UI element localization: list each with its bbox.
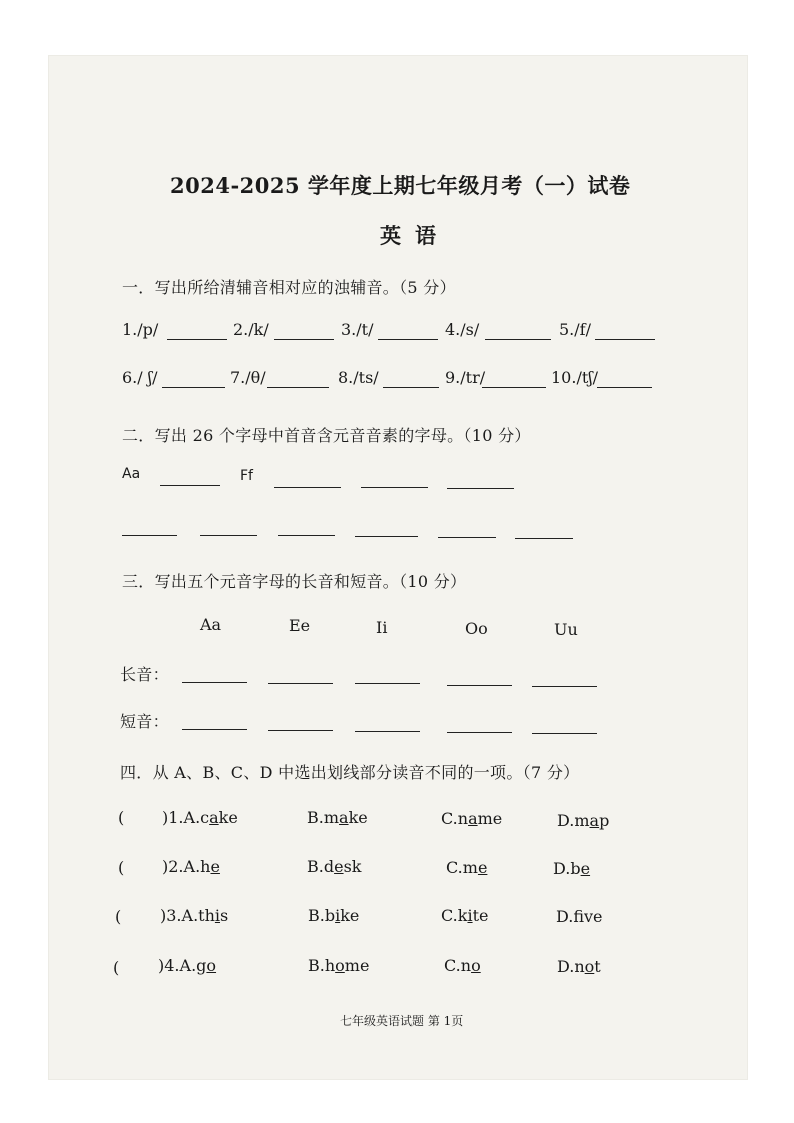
answer-blank[interactable]	[274, 339, 334, 340]
answer-blank[interactable]	[482, 387, 546, 388]
answer-blank[interactable]	[267, 387, 329, 388]
answer-blank[interactable]	[532, 733, 597, 734]
exam-paper	[48, 55, 748, 1080]
section2-heading: 二．写出 26 个字母中首音含元音音素的字母。（10 分）	[122, 426, 531, 445]
answer-blank[interactable]	[355, 536, 418, 537]
item-label: 10./tʃ/	[551, 368, 598, 387]
answer-blank[interactable]	[447, 488, 514, 489]
letter-ff: Ff	[240, 468, 253, 484]
answer-blank[interactable]	[162, 387, 225, 388]
answer-blank[interactable]	[597, 387, 652, 388]
item-label: 4./s/	[445, 320, 480, 339]
option-b: B.home	[308, 956, 370, 975]
answer-blank[interactable]	[378, 339, 438, 340]
answer-blank[interactable]	[447, 685, 512, 686]
section4-heading: 四．从 A、B、C、D 中选出划线部分读音不同的一项。（7 分）	[120, 763, 580, 782]
answer-blank[interactable]	[268, 683, 333, 684]
answer-blank[interactable]	[438, 537, 496, 538]
answer-blank[interactable]	[515, 538, 573, 539]
answer-blank[interactable]	[268, 730, 333, 731]
answer-blank[interactable]	[355, 683, 420, 684]
option-b: B.bike	[308, 906, 360, 925]
option-d: D.be	[553, 859, 591, 878]
vowel-letter: Ee	[289, 616, 311, 635]
option-d: D.not	[557, 957, 601, 976]
option-a: )3.A.this	[160, 906, 229, 925]
option-b: B.desk	[307, 857, 362, 876]
answer-blank[interactable]	[167, 339, 227, 340]
item-label: 8./ts/	[338, 368, 379, 387]
item-label: 6./ ʃ/	[122, 368, 158, 387]
vowel-letter: Uu	[554, 620, 578, 639]
answer-bracket[interactable]: (	[118, 858, 125, 877]
option-d: D.map	[557, 811, 610, 830]
answer-bracket[interactable]: (	[118, 808, 125, 827]
answer-blank[interactable]	[355, 731, 420, 732]
section1-heading: 一．写出所给清辅音相对应的浊辅音。（5 分）	[122, 278, 456, 297]
answer-bracket[interactable]: (	[113, 958, 120, 977]
answer-blank[interactable]	[200, 535, 257, 536]
option-c: C.me	[446, 858, 488, 877]
option-c: C.no	[444, 956, 481, 975]
long-sound-label: 长音：	[120, 665, 169, 684]
short-sound-label: 短音：	[120, 712, 169, 731]
answer-blank[interactable]	[182, 682, 247, 683]
answer-blank[interactable]	[595, 339, 655, 340]
letter-aa: Aa	[122, 466, 141, 482]
item-label: 2./k/	[233, 320, 269, 339]
option-a: )4.A.go	[158, 956, 217, 975]
page-footer: 七年级英语试题 第 1页	[340, 1014, 464, 1028]
vowel-letter: Ii	[376, 618, 388, 637]
vowel-letter: Aa	[200, 615, 222, 634]
answer-blank[interactable]	[122, 535, 177, 536]
item-label: 1./p/	[122, 320, 159, 339]
section3-heading: 三．写出五个元音字母的长音和短音。（10 分）	[122, 572, 467, 591]
answer-blank[interactable]	[160, 485, 220, 486]
item-label: 3./t/	[341, 320, 374, 339]
answer-blank[interactable]	[278, 535, 335, 536]
answer-blank[interactable]	[182, 729, 247, 730]
option-b: B.make	[307, 808, 368, 827]
answer-blank[interactable]	[383, 387, 439, 388]
vowel-letter: Oo	[465, 619, 488, 638]
item-label: 5./f/	[559, 320, 591, 339]
item-label: 7./θ/	[230, 368, 266, 387]
answer-blank[interactable]	[447, 732, 512, 733]
answer-bracket[interactable]: (	[115, 907, 122, 926]
item-label: 9./tr/	[445, 368, 486, 387]
option-c: C.kite	[441, 906, 489, 925]
exam-title: 2024-2025 学年度上期七年级月考（一）试卷	[170, 173, 631, 198]
answer-blank[interactable]	[274, 487, 341, 488]
option-a: )2.A.he	[162, 857, 220, 876]
option-d: D.fve	[556, 907, 603, 926]
option-a: )1.A.cake	[162, 808, 238, 827]
answer-blank[interactable]	[361, 487, 428, 488]
exam-subject: 英语	[380, 223, 450, 248]
option-c: C.name	[441, 809, 503, 828]
answer-blank[interactable]	[485, 339, 551, 340]
answer-blank[interactable]	[532, 686, 597, 687]
